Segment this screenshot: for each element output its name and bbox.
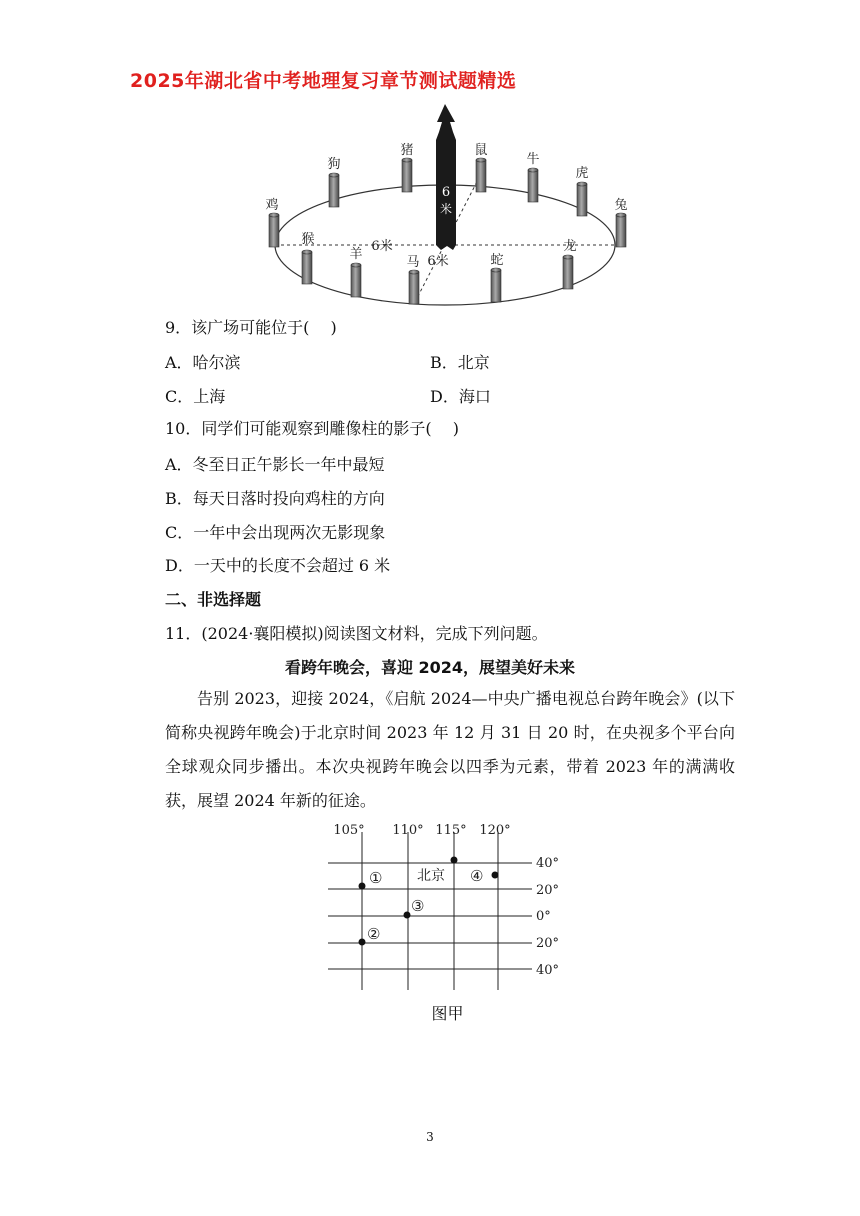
zodiac-sundial-figure <box>250 100 640 315</box>
q10-option-c: C．一年中会出现两次无影现象 <box>165 523 386 542</box>
page-number: 3 <box>426 1130 434 1144</box>
label-pig: 猪 <box>400 143 414 158</box>
lat-lon-grid-figure <box>320 818 570 998</box>
pillar-rabbit <box>616 215 626 247</box>
label-point-2: ② <box>367 925 381 943</box>
lon-label-105: 105° <box>333 823 365 838</box>
label-tiger: 虎 <box>575 166 589 181</box>
q10-option-d: D．一天中的长度不会超过 6 米 <box>165 556 391 575</box>
label-dragon: 龙 <box>563 239 577 254</box>
label-rooster: 鸡 <box>265 198 279 213</box>
pillar-pig <box>402 160 412 192</box>
q9-option-b: B．北京 <box>430 353 490 372</box>
lon-label-110: 110° <box>392 823 424 838</box>
label-point-3: ③ <box>411 897 425 915</box>
q10-stem: 10．同学们可能观察到雕像柱的影子( ) <box>165 419 459 438</box>
point-beijing <box>451 857 458 864</box>
point-2 <box>359 939 366 946</box>
label-radius-h: 6米 <box>371 239 393 254</box>
lat-label-20s: 20° <box>536 936 560 951</box>
pillar-goat <box>351 265 361 297</box>
pillar-snake <box>491 270 501 302</box>
q11-stem: 11．(2024·襄阳模拟)阅读图文材料，完成下列问题。 <box>165 624 548 643</box>
q9-option-d: D．海口 <box>430 387 491 406</box>
label-dog: 狗 <box>327 157 341 172</box>
pillar-dragon <box>563 257 573 289</box>
label-horse: 马 <box>406 255 420 270</box>
pillar-horse <box>409 272 419 304</box>
label-monkey: 猴 <box>301 232 315 247</box>
label-ox: 牛 <box>526 152 540 167</box>
figure-caption: 图甲 <box>431 1004 464 1023</box>
q10-option-b: B．每天日落时投向鸡柱的方向 <box>165 489 385 508</box>
label-beijing: 北京 <box>417 868 445 884</box>
central-gnomon <box>436 104 456 250</box>
section-title: 二、非选择题 <box>165 590 262 609</box>
pillar-ox <box>528 170 538 202</box>
lat-label-0: 0° <box>536 909 551 924</box>
label-rabbit: 兔 <box>614 198 628 213</box>
point-4 <box>492 872 499 879</box>
gnomon-height-label: 6 <box>441 185 451 200</box>
material-title: 看跨年晚会，喜迎 2024，展望美好未来 <box>284 658 576 677</box>
pillar-tiger <box>577 184 587 216</box>
grid-lines <box>328 832 532 990</box>
lat-label-40n: 40° <box>536 856 560 871</box>
material-paragraph: 告别 2023，迎接 2024，《启航 2024—中央广播电视总台跨年晚会》(以下简称央视跨年晚会)于北京时间 2023 年 12 月 31 日 20 时，在央视多个平台向全球观众同步播出。本次央视跨年晚会以四季为元素，带着 2023 年的满满收获，展望 2024 年新的征途。 <box>165 689 735 810</box>
lat-label-40s: 40° <box>536 963 560 978</box>
label-point-4: ④ <box>470 867 484 885</box>
point-1 <box>359 883 366 890</box>
point-3 <box>404 912 411 919</box>
label-radius-v: 6米 <box>427 254 449 269</box>
label-rat: 鼠 <box>474 143 488 158</box>
pillar-rat <box>476 160 486 192</box>
q9-option-a: A．哈尔滨 <box>165 353 241 372</box>
label-snake: 蛇 <box>490 253 504 268</box>
lon-label-120: 120° <box>479 823 511 838</box>
page-header: 2025年湖北省中考地理复习章节测试题精选 <box>130 70 517 92</box>
gnomon-unit-label: 米 <box>439 202 453 216</box>
lon-label-115: 115° <box>435 823 467 838</box>
pillar-monkey <box>302 252 312 284</box>
label-point-1: ① <box>369 869 383 887</box>
pillar-dog <box>329 175 339 207</box>
pillar-rooster <box>269 215 279 247</box>
q9-option-c: C．上海 <box>165 387 226 406</box>
label-goat: 羊 <box>349 247 363 262</box>
q9-stem: 9．该广场可能位于( ) <box>165 318 337 337</box>
q10-option-a: A．冬至日正午影长一年中最短 <box>165 455 385 474</box>
lat-label-20n: 20° <box>536 883 560 898</box>
